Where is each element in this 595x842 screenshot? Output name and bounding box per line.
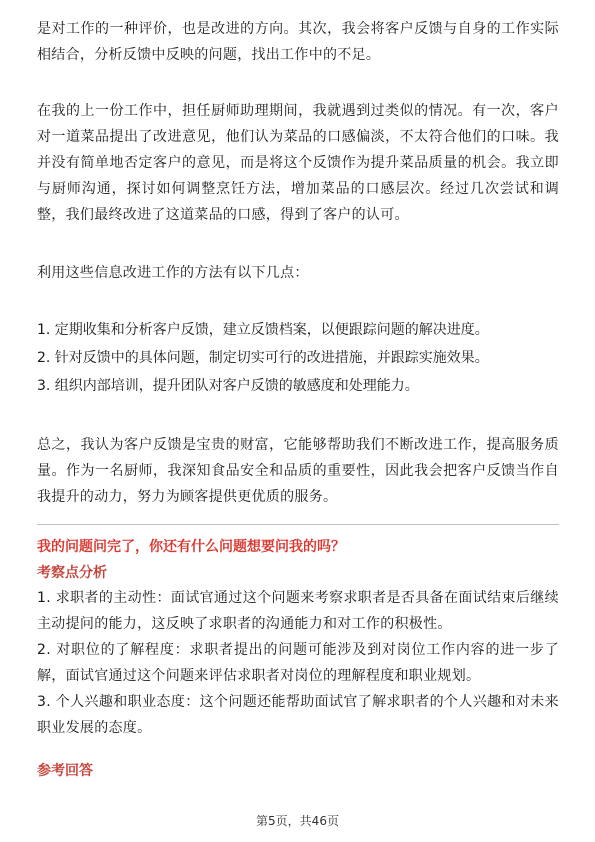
analysis-heading: 考察点分析 xyxy=(37,565,107,581)
list-item: 2. 对职位的了解程度：求职者提出的问题可能涉及到对岗位工作内容的进一步了解，面试官通过这个问题来评估求职者对岗位的理解程度和职业规划。 xyxy=(37,642,559,684)
paragraph-feedback-intro: 是对工作的一种评价，也是改进的方向。其次，我会将客户反馈与自身的工作实际相结合，分析反馈中反映的问题，找出工作中的不足。 xyxy=(37,21,559,63)
list-item: 1. 求职者的主动性：面试官通过这个问题来考察求职者是否具备在面试结束后继续主动提问的能力，这反映了求职者的沟通能力和对工作的积极性。 xyxy=(37,590,559,632)
question-title: 我的问题问完了，你还有什么问题想要问我的吗？ xyxy=(37,539,345,555)
reference-answer-heading: 参考回答 xyxy=(37,763,93,779)
list-item: 3. 个人兴趣和职业态度：这个问题还能帮助面试官了解求职者的个人兴趣和对未来职业发展的态度。 xyxy=(37,694,559,736)
paragraph-methods-intro: 利用这些信息改进工作的方法有以下几点： xyxy=(37,265,309,281)
page-number: 第5页，共46页 xyxy=(256,814,339,828)
list-item: 2. 针对反馈中的具体问题，制定切实可行的改进措施，并跟踪实施效果。 xyxy=(37,350,489,366)
list-item: 3. 组织内部培训，提升团队对客户反馈的敏感度和处理能力。 xyxy=(37,378,419,394)
analysis-list xyxy=(37,585,559,741)
section-divider xyxy=(37,524,559,525)
paragraph-experience: 在我的上一份工作中，担任厨师助理期间，我就遇到过类似的情况。有一次，客户对一道菜品提出了改进意见，他们认为菜品的口感偏淡，不太符合他们的口味。我并没有简单地否定客户的意见，而是将这个反馈作为提升菜品质量的机会。我立即与厨师沟通，探讨如何调整烹饪方法，增加菜品的口感层次。经过几次尝试和调整，我们最终改进了这道菜品的口感，得到了客户的认可。 xyxy=(37,103,559,223)
list-item: 1. 定期收集和分析客户反馈，建立反馈档案，以便跟踪问题的解决进度。 xyxy=(37,322,489,338)
paragraph-conclusion: 总之，我认为客户反馈是宝贵的财富，它能够帮助我们不断改进工作，提高服务质量。作为一名厨师，我深知食品安全和品质的重要性，因此我会把客户反馈当作自我提升的动力，努力为顾客提供更优质的服务。 xyxy=(37,437,559,505)
methods-list xyxy=(37,316,559,400)
document-page xyxy=(37,16,559,783)
